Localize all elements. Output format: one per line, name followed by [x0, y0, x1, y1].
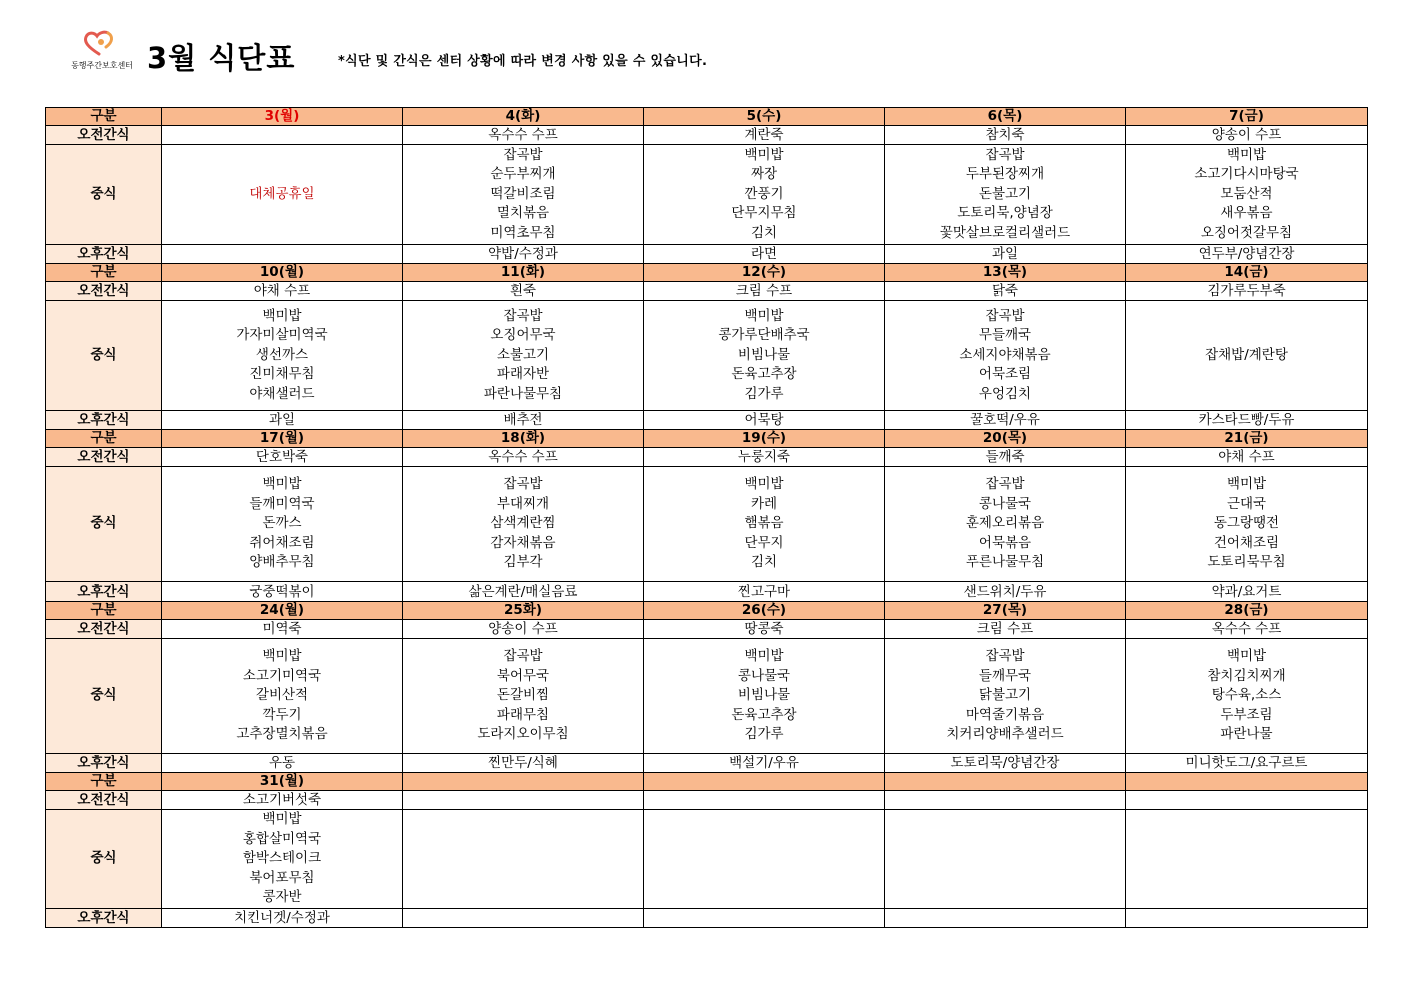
- day-header-cell: 5(수): [644, 108, 885, 126]
- afternoon-snack-cell: 샌드위치/두유: [885, 582, 1126, 602]
- menu-item: 백미밥: [262, 476, 302, 493]
- menu-item: 어묵조림: [978, 366, 1032, 383]
- morning-snack-cell: 옥수수 수프: [403, 126, 644, 145]
- day-header-cell: 12(수): [644, 264, 885, 282]
- menu-item: 소불고기: [496, 346, 550, 363]
- menu-item: 양배추무침: [249, 554, 315, 571]
- morning-snack-row: [46, 282, 1368, 301]
- menu-item: 백미밥: [1226, 476, 1267, 493]
- menu-item: 백미밥: [744, 307, 784, 324]
- lunch-cell: [162, 145, 403, 245]
- menu-item: 콩가루단배추국: [718, 327, 810, 344]
- menu-item: 홍합살미역국: [242, 830, 322, 847]
- morning-snack-cell: [644, 791, 885, 810]
- morning-snack-row: [46, 791, 1368, 810]
- morning-snack-cell: 소고기버섯죽: [162, 791, 403, 810]
- menu-item: 들깨미역국: [249, 495, 315, 512]
- lunch-label: 중식: [46, 467, 162, 582]
- week-header-row: [46, 602, 1368, 620]
- menu-item: 북어무국: [496, 667, 550, 684]
- lunch-label: 중식: [46, 639, 162, 754]
- afternoon-snack-cell: 과일: [885, 245, 1126, 264]
- afternoon-snack-cell: 찐만두/식혜: [403, 754, 644, 773]
- lunch-cell: [1126, 301, 1368, 411]
- menu-item: 백미밥: [1226, 648, 1267, 665]
- morning-snack-cell: [162, 126, 403, 145]
- menu-item: 갈비산적: [255, 687, 309, 704]
- menu-item: 함박스테이크: [242, 850, 322, 866]
- menu-item: 파래무침: [496, 706, 550, 723]
- morning-snack-cell: 양송이 수프: [1126, 126, 1368, 145]
- afternoon-snack-row: [46, 245, 1368, 264]
- day-header-cell: 19(수): [644, 430, 885, 448]
- afternoon-snack-cell: 약과/요거트: [1126, 582, 1368, 602]
- lunch-cell: [644, 467, 885, 582]
- menu-item: 잡곡밥: [503, 146, 543, 163]
- day-header-cell: 3(월): [162, 108, 403, 126]
- lunch-row: [46, 301, 1368, 411]
- afternoon-snack-cell: 궁중떡볶이: [162, 582, 403, 602]
- menu-item: 소세지야채볶음: [959, 346, 1051, 363]
- menu-item: 잡곡밥: [985, 476, 1025, 493]
- menu-item: 파래자반: [496, 366, 550, 383]
- afternoon-snack-cell: [644, 908, 885, 927]
- day-header-cell: 18(화): [403, 430, 644, 448]
- lunch-cell: [885, 639, 1126, 754]
- morning-snack-cell: 땅콩죽: [644, 620, 885, 639]
- afternoon-snack-row: [46, 582, 1368, 602]
- org-name: 동행주간보호센터: [71, 61, 133, 70]
- lunch-cell: [403, 145, 644, 245]
- lunch-cell: [162, 810, 403, 909]
- menu-item: 돈육고추장: [731, 366, 797, 383]
- morning-snack-cell: [885, 791, 1126, 810]
- afternoon-snack-row: [46, 411, 1368, 430]
- menu-item: 참치김치찌개: [1207, 667, 1286, 684]
- lunch-label: 중식: [46, 145, 162, 245]
- day-header-cell: 13(목): [885, 264, 1126, 282]
- menu-item: 닭불고기: [978, 687, 1032, 704]
- morning-snack-row: [46, 448, 1368, 467]
- morning-snack-row: [46, 620, 1368, 639]
- menu-item: 푸른나물무침: [965, 554, 1045, 571]
- menu-item: 콩나물국: [978, 495, 1032, 512]
- week-header-row: [46, 430, 1368, 448]
- lunch-cell: [403, 467, 644, 582]
- menu-item: 카레: [750, 495, 778, 512]
- day-header-cell: 26(수): [644, 602, 885, 620]
- lunch-cell: [403, 810, 644, 909]
- menu-item: 돈까스: [262, 515, 302, 532]
- menu-item: 짜장: [750, 166, 778, 183]
- day-header-cell: 21(금): [1126, 430, 1368, 448]
- morning-snack-row: [46, 126, 1368, 145]
- lunch-cell: [885, 810, 1126, 909]
- menu-item: 파란나물무침: [483, 385, 563, 402]
- day-header-cell: 27(목): [885, 602, 1126, 620]
- morning-snack-cell: 크림 수프: [644, 282, 885, 301]
- morning-snack-cell: 닭죽: [885, 282, 1126, 301]
- menu-item: 백미밥: [262, 811, 302, 827]
- day-header-cell: [885, 773, 1126, 791]
- menu-item: 단무지: [744, 534, 784, 551]
- afternoon-snack-cell: [403, 908, 644, 927]
- afternoon-snack-cell: 과일: [162, 411, 403, 430]
- menu-item: 돈육고추장: [731, 706, 797, 723]
- menu-item: 꽃맛살브로컬리샐러드: [939, 224, 1071, 241]
- morning-snack-label: 오전간식: [46, 282, 162, 301]
- menu-item: 들깨무국: [978, 667, 1032, 684]
- morning-snack-cell: 참치죽: [885, 126, 1126, 145]
- menu-item: 오징어무국: [490, 327, 556, 344]
- menu-item: 어묵볶음: [978, 534, 1032, 551]
- lunch-cell: [162, 639, 403, 754]
- lunch-cell: [1126, 467, 1368, 582]
- menu-item: 햄볶음: [744, 515, 784, 532]
- menu-item: 대체공휴일: [249, 185, 315, 202]
- menu-item: 쥐어채조림: [249, 534, 315, 551]
- morning-snack-cell: 흰죽: [403, 282, 644, 301]
- lunch-row: [46, 639, 1368, 754]
- lunch-cell: [644, 145, 885, 245]
- menu-item: 잡곡밥: [503, 476, 543, 493]
- menu-item: 훈제오리볶음: [965, 515, 1045, 532]
- menu-item: 북어포무침: [249, 869, 315, 886]
- category-header-cell: 구분: [46, 264, 162, 282]
- day-header-cell: 11(화): [403, 264, 644, 282]
- week-header-row: [46, 108, 1368, 126]
- day-header-cell: 20(목): [885, 430, 1126, 448]
- lunch-row: [46, 810, 1368, 909]
- morning-snack-cell: [403, 791, 644, 810]
- lunch-cell: [644, 639, 885, 754]
- menu-item: 새우볶음: [1220, 205, 1273, 222]
- day-header-cell: 7(금): [1126, 108, 1368, 126]
- menu-item: 가자미살미역국: [236, 327, 328, 344]
- menu-item: 도라지오이무침: [477, 726, 569, 743]
- menu-item: 우엉김치: [978, 385, 1032, 402]
- morning-snack-label: 오전간식: [46, 126, 162, 145]
- menu-item: 도토리묵무침: [1207, 554, 1286, 571]
- menu-item: 미역초무침: [490, 224, 556, 241]
- afternoon-snack-cell: 미니핫도그/요구르트: [1126, 754, 1368, 773]
- afternoon-snack-cell: [885, 908, 1126, 927]
- morning-snack-label: 오전간식: [46, 620, 162, 639]
- menu-item: 동그랑땡전: [1213, 515, 1280, 532]
- day-header-cell: 6(목): [885, 108, 1126, 126]
- menu-item: 잡곡밥: [503, 648, 543, 665]
- lunch-cell: [1126, 639, 1368, 754]
- afternoon-snack-cell: 배추전: [403, 411, 644, 430]
- morning-snack-cell: 누룽지죽: [644, 448, 885, 467]
- menu-item: 비빔나물: [737, 687, 791, 704]
- day-header-cell: 28(금): [1126, 602, 1368, 620]
- afternoon-snack-row: [46, 754, 1368, 773]
- afternoon-snack-cell: 도토리묵/양념간장: [885, 754, 1126, 773]
- morning-snack-cell: 야채 수프: [162, 282, 403, 301]
- morning-snack-cell: 야채 수프: [1126, 448, 1368, 467]
- menu-item: 삼색계란찜: [490, 515, 556, 532]
- menu-item: 진미채무침: [249, 366, 315, 383]
- menu-item: 깐풍기: [744, 185, 784, 202]
- menu-item: 소고기미역국: [242, 667, 322, 684]
- lunch-cell: [644, 810, 885, 909]
- week-header-row: [46, 264, 1368, 282]
- menu-item: 잡곡밥: [985, 146, 1025, 163]
- menu-item: 단무지무침: [731, 205, 797, 222]
- menu-item: 생선까스: [255, 346, 309, 363]
- afternoon-snack-cell: 백설기/우유: [644, 754, 885, 773]
- day-header-cell: 25화): [403, 602, 644, 620]
- menu-item: 파란나물: [1220, 726, 1273, 743]
- category-header-cell: 구분: [46, 430, 162, 448]
- afternoon-snack-cell: 약밥/수정과: [403, 245, 644, 264]
- morning-snack-cell: 들깨죽: [885, 448, 1126, 467]
- center-logo: [62, 30, 142, 78]
- menu-item: 부대찌개: [496, 495, 550, 512]
- afternoon-snack-cell: 찐고구마: [644, 582, 885, 602]
- category-header-cell: 구분: [46, 602, 162, 620]
- menu-item: 김치: [750, 554, 778, 571]
- lunch-row: [46, 145, 1368, 245]
- category-header-cell: 구분: [46, 108, 162, 126]
- lunch-label: 중식: [46, 301, 162, 411]
- menu-item: 잡채밥/계란탕: [1205, 346, 1288, 363]
- afternoon-snack-cell: 어묵탕: [644, 411, 885, 430]
- lunch-cell: [403, 639, 644, 754]
- afternoon-snack-row: [46, 908, 1368, 927]
- lunch-cell: [885, 301, 1126, 411]
- morning-snack-cell: 옥수수 수프: [403, 448, 644, 467]
- menu-item: 깍두기: [262, 706, 302, 723]
- morning-snack-cell: 옥수수 수프: [1126, 620, 1368, 639]
- lunch-cell: [162, 301, 403, 411]
- afternoon-snack-cell: 라면: [644, 245, 885, 264]
- day-header-cell: 24(월): [162, 602, 403, 620]
- lunch-label: 중식: [46, 810, 162, 909]
- menu-item: 김가루: [744, 385, 784, 402]
- afternoon-snack-cell: [1126, 908, 1368, 927]
- afternoon-snack-cell: 우동: [162, 754, 403, 773]
- day-header-cell: [1126, 773, 1368, 791]
- morning-snack-label: 오전간식: [46, 791, 162, 810]
- day-header-cell: 4(화): [403, 108, 644, 126]
- lunch-cell: [1126, 810, 1368, 909]
- page-title: 3월 식단표: [147, 41, 296, 75]
- menu-item: 탕수육,소스: [1211, 687, 1282, 704]
- morning-snack-cell: 미역죽: [162, 620, 403, 639]
- day-header-cell: 31(월): [162, 773, 403, 791]
- lunch-cell: [885, 467, 1126, 582]
- morning-snack-label: 오전간식: [46, 448, 162, 467]
- menu-item: 떡갈비조림: [490, 185, 556, 202]
- lunch-cell: [162, 467, 403, 582]
- lunch-cell: [885, 145, 1126, 245]
- day-header-cell: [644, 773, 885, 791]
- menu-item: 근대국: [1226, 495, 1267, 512]
- menu-item: 김치: [750, 224, 778, 241]
- lunch-cell: [644, 301, 885, 411]
- menu-item: 건어채조림: [1213, 534, 1280, 551]
- menu-item: 소고기다시마탕국: [1194, 166, 1299, 183]
- menu-item: 잡곡밥: [985, 648, 1025, 665]
- menu-item: 두부조림: [1220, 706, 1273, 723]
- afternoon-snack-cell: 꿀호떡/우유: [885, 411, 1126, 430]
- menu-item: 백미밥: [262, 307, 302, 324]
- menu-item: 치커리양배추샐러드: [946, 726, 1064, 743]
- menu-item: 순두부찌개: [490, 166, 556, 183]
- afternoon-snack-label: 오후간식: [46, 908, 162, 927]
- meal-table: [45, 107, 1368, 928]
- morning-snack-cell: 단호박죽: [162, 448, 403, 467]
- menu-item: 김가루: [744, 726, 784, 743]
- lunch-cell: [403, 301, 644, 411]
- menu-item: 멸치볶음: [496, 205, 550, 222]
- afternoon-snack-label: 오후간식: [46, 411, 162, 430]
- menu-item: 오징어젓갈무침: [1200, 224, 1293, 241]
- menu-item: 백미밥: [262, 648, 302, 665]
- menu-item: 마역줄기볶음: [965, 706, 1045, 723]
- menu-item: 무들깨국: [978, 327, 1032, 344]
- lunch-cell: [1126, 145, 1368, 245]
- day-header-cell: [403, 773, 644, 791]
- morning-snack-cell: [1126, 791, 1368, 810]
- afternoon-snack-label: 오후간식: [46, 245, 162, 264]
- day-header-cell: 14(금): [1126, 264, 1368, 282]
- morning-snack-cell: 크림 수프: [885, 620, 1126, 639]
- morning-snack-cell: 양송이 수프: [403, 620, 644, 639]
- menu-item: 고추장멸치볶음: [236, 726, 328, 743]
- afternoon-snack-label: 오후간식: [46, 582, 162, 602]
- afternoon-snack-cell: 치킨너겟/수정과: [162, 908, 403, 927]
- menu-item: 두부된장찌개: [965, 166, 1045, 183]
- menu-item: 잡곡밥: [503, 307, 543, 324]
- menu-item: 백미밥: [744, 146, 784, 163]
- notice-text: *식단 및 간식은 센터 상황에 따라 변경 사항 있을 수 있습니다.: [338, 54, 708, 69]
- lunch-row: [46, 467, 1368, 582]
- menu-item: 야채샐러드: [249, 385, 315, 402]
- menu-item: 콩자반: [262, 889, 302, 905]
- afternoon-snack-label: 오후간식: [46, 754, 162, 773]
- menu-item: 김부각: [503, 554, 543, 571]
- day-header-cell: 17(월): [162, 430, 403, 448]
- morning-snack-cell: 계란죽: [644, 126, 885, 145]
- afternoon-snack-cell: 삶은계란/매실음료: [403, 582, 644, 602]
- menu-item: 백미밥: [744, 476, 784, 493]
- menu-item: 도토리묵,양념장: [957, 205, 1053, 222]
- heart-logo-icon: [82, 30, 116, 56]
- menu-item: 잡곡밥: [985, 307, 1025, 324]
- morning-snack-cell: 김가루두부죽: [1126, 282, 1368, 301]
- menu-item: 백미밥: [744, 648, 784, 665]
- menu-item: 돈갈비찜: [496, 687, 550, 704]
- week-header-row: [46, 773, 1368, 791]
- menu-item: 콩나물국: [737, 667, 791, 684]
- afternoon-snack-cell: 카스타드빵/두유: [1126, 411, 1368, 430]
- day-header-cell: 10(월): [162, 264, 403, 282]
- menu-item: 모둠산적: [1220, 185, 1273, 202]
- afternoon-snack-cell: 연두부/양념간장: [1126, 245, 1368, 264]
- category-header-cell: 구분: [46, 773, 162, 791]
- afternoon-snack-cell: [162, 245, 403, 264]
- menu-item: 비빔나물: [737, 346, 791, 363]
- menu-item: 백미밥: [1226, 146, 1267, 163]
- menu-item: 돈불고기: [978, 185, 1032, 202]
- menu-item: 감자채볶음: [490, 534, 556, 551]
